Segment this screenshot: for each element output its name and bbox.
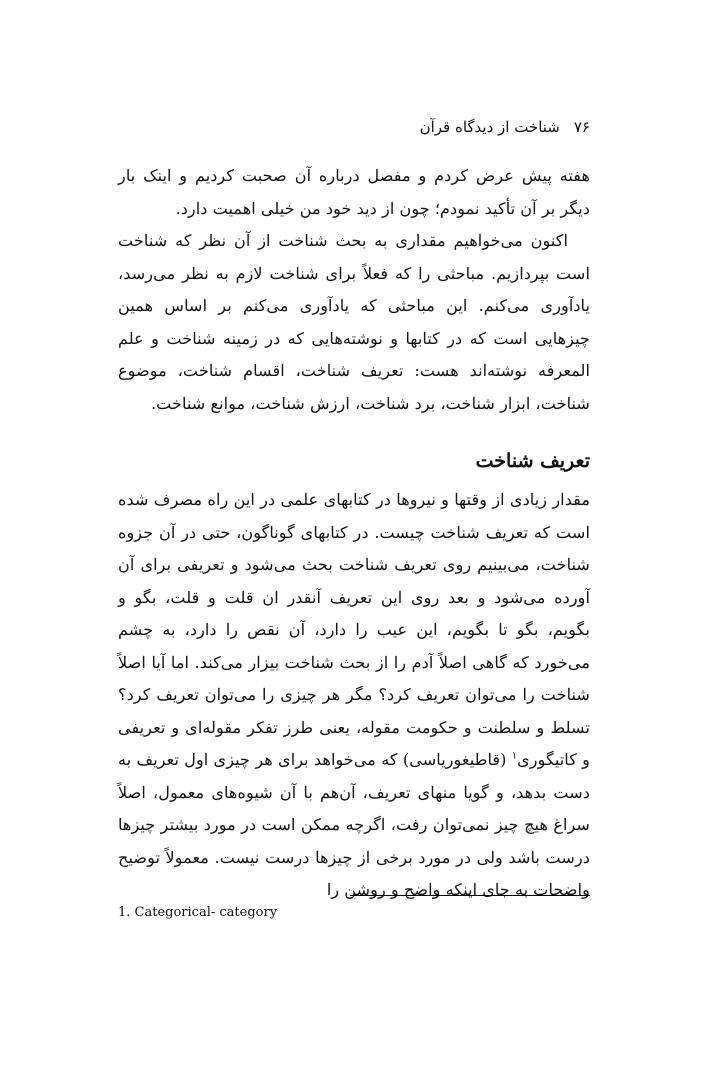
page-header [420, 118, 590, 136]
section-body [118, 484, 590, 907]
footnote-divider [350, 895, 590, 896]
section-text-part-1: مقدار زیادی از وقتها و نیروها در کتابهای علمی در این راه مصرف شده است که تعریف شناخت چیست. در کتابهای گوناگون، حتی در آن جزوه شناخت، می‌بینیم روی تعریف شناخت بحث می‌شود و تعریفی برای آن آورده می‌شود و بعد روی این تعریف آنقدر ان قلت و قلت، بگو و بگویم، بگو تا بگویم، این عیب را دارد، آن نقص را دارد، به چشم می‌خورد که گاهی اصلاً آدم را از بحث شناخت بیزار می‌کند. اما آیا اصلاً شناخت را می‌توان تعریف کرد؟ مگر هر چیزی را می‌توان تعریف کرد؟ تسلط و سلطنت و حکومت مقوله، یعنی طرز تفکر مقوله‌ای و تعریفی و کاتیگوری [118, 490, 590, 769]
section-heading: تعریف شناخت [475, 450, 590, 472]
running-title: شناخت از دیدگاه قرآن [419, 118, 560, 136]
intro-paragraph-1: هفته پیش عرض کردم و مفصل درباره آن صحبت کردیم و اینک بار دیگر بر آن تأکید نمودم؛ چون از دید خود من خیلی اهمیت دارد. [118, 166, 590, 218]
section-paragraph [118, 484, 590, 907]
section-text-part-2: (قاطیغوریاسی) که می‌خواهد برای هر چیزی اول تعریف به دست بدهد، و گویا منهای تعریف، آن‌هم با آن شیوه‌های معمول، اصلاً سراغ هیچ چیز نمی‌توان رفت، اگرچه ممکن است در مورد بیشتر چیزها درست باشد ولی در مورد برخی از چیزها درست نیست. معمولاً توضیح واضحات به جای اینکه واضح و روشن را [118, 750, 590, 899]
page-number: ۷۶ [573, 118, 590, 136]
footnote-marker: ۱ [511, 750, 518, 762]
footnote-text: 1. Categorical- category [118, 905, 278, 920]
intro-paragraph-2: اکنون می‌خواهیم مقداری به بحث شناخت از آن نظر که شناخت است بپردازیم. مباحثی را که فعلاً برای شناخت لازم به نظر می‌رسد، یادآوری می‌کنم. این مباحثی که یادآوری می‌کنم بر اساس همین چیزهایی است که در کتابها و نوشته‌هایی که در زمینه شناخت و علم المعرفه نوشته‌اند هست: تعریف شناخت، اقسام شناخت، موضوع شناخت، ابزار شناخت، برد شناخت، ارزش شناخت، موانع شناخت. [118, 231, 590, 413]
intro-text [118, 160, 590, 420]
